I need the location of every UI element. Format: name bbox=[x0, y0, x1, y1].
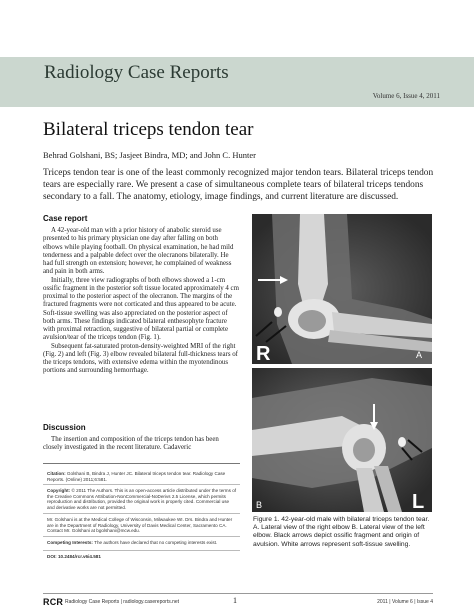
box-divider bbox=[43, 536, 240, 537]
authors: Behrad Golshani, BS; Jasjeet Bindra, MD; and John C. Hunter bbox=[43, 150, 256, 160]
citation-text: Golshani B, Bindra J, Hunter JC. Bilateral triceps tendon tear. Radiology Case Reports. (Online) 2011;6:581. bbox=[47, 471, 226, 482]
competing-interests bbox=[47, 540, 237, 546]
xray-a-image bbox=[252, 214, 432, 364]
case-report-paragraph: A 42-year-old man with a prior history of anabolic steroid use presented to his primary physician one day after falling on both elbows while playing football. On physical examination, he had mild tenderness and a palpable defect over the olecranons bilaterally. He had full strength on extension; however, he complained of weakness and pain in both arms. bbox=[43, 227, 234, 276]
citation bbox=[47, 471, 237, 482]
xray-b-image bbox=[252, 368, 432, 512]
citation-label: Citation: bbox=[47, 471, 66, 476]
citation-box bbox=[43, 463, 240, 591]
doi: DOI: 10.2484/rcr.v6i4.581 bbox=[47, 554, 101, 559]
discussion-paragraph: The insertion and composition of the triceps tendon has been closely investigated in the recent literature. Cadaveric bbox=[43, 436, 219, 452]
xray-panel-a bbox=[252, 214, 432, 364]
side-marker-r: R bbox=[256, 343, 271, 364]
discussion-heading: Discussion bbox=[43, 423, 86, 432]
journal-title: Radiology Case Reports bbox=[44, 62, 229, 83]
case-report-paragraph: Initially, three view radiographs of both elbows showed a 1-cm ossific fragment in the posterior soft tissue located approximately 4 cm proximal to the posterior aspect of the olecranon. The margins of the fractured fragments were not corticated and thus appeared to be acute. Soft-tissue swelling was also appreciated on the posterior aspect of both arms. These findings indicated bilateral enthesophyte fracture with proximal retraction, suggestive of bilateral partial or complete avulsion/tear of the triceps tendon (Fig. 1). bbox=[43, 276, 239, 342]
case-report-paragraph: Subsequent fat-saturated proton-density-weighted MRI of the right (Fig. 2) and left (Fig. 3) elbow revealed bilateral full-thickness tears of the triceps tendons, with extensive edema within the myotendinous portions and surrounding hemorrhage. bbox=[43, 342, 238, 375]
footer-journal: Radiology Case Reports | radiology.casereports.net bbox=[65, 599, 180, 605]
box-divider bbox=[43, 513, 240, 514]
competing-text: The authors have declared that no competing interests exist. bbox=[94, 540, 218, 545]
case-report-heading: Case report bbox=[43, 214, 88, 223]
footer-volume: 2011 | Volume 6 | Issue 4 bbox=[377, 599, 433, 605]
article-title: Bilateral triceps tendon tear bbox=[43, 119, 254, 140]
copyright-text: © 2011 The Authors. This is an open-access article distributed under the terms of the Creative Commons Attribution-NonCommercial-NoDerivs 2.5 License, which permits reproduction and distribution, provided the original work is properly cited. Commercial use and derivative works are not permitted. bbox=[47, 488, 237, 510]
case-report-body bbox=[43, 227, 239, 376]
page-number: 1 bbox=[233, 596, 237, 605]
rcr-logo: RCR bbox=[43, 597, 64, 607]
affiliation: Mr. Golshani is at the Medical College of Wisconsin, Milwaukee WI. Drs. Bindra and Hunter are in the Department of Radiology, University of Davis Medical Center, Sacramento CA. Contact Mr. Golshani at bgolshani@mcw.edu. bbox=[47, 517, 233, 534]
box-divider bbox=[43, 550, 240, 551]
panel-label-a: A bbox=[416, 350, 423, 360]
competing-label: Competing Interests: bbox=[47, 540, 93, 545]
panel-label-b: B bbox=[256, 500, 263, 510]
side-marker-l: L bbox=[412, 491, 425, 512]
abstract: Triceps tendon tear is one of the least commonly recognized major tendon tears. Bilateral triceps tendon tears are especially rare. We present a case of simultaneous complete tears of bilateral triceps tendons secondary to a fall. The anatomy, etiology, image findings, and current literature are discussed. bbox=[43, 168, 434, 203]
volume-label: Volume 6, Issue 4, 2011 bbox=[372, 92, 440, 100]
discussion-body bbox=[43, 436, 239, 453]
xray-panel-b bbox=[252, 368, 432, 512]
footer-divider bbox=[43, 593, 433, 594]
box-divider bbox=[43, 484, 240, 485]
copyright-label: Copyright: bbox=[47, 488, 71, 493]
copyright bbox=[47, 488, 237, 510]
figure-caption: Figure 1. 42-year-old male with bilateral triceps tendon tear. A. Lateral view of the right elbow B. Lateral view of the left elbow. Black arrows depict ossific fragment and origin of avulsion. White arrows represent soft-tissue swelling. bbox=[253, 516, 430, 548]
